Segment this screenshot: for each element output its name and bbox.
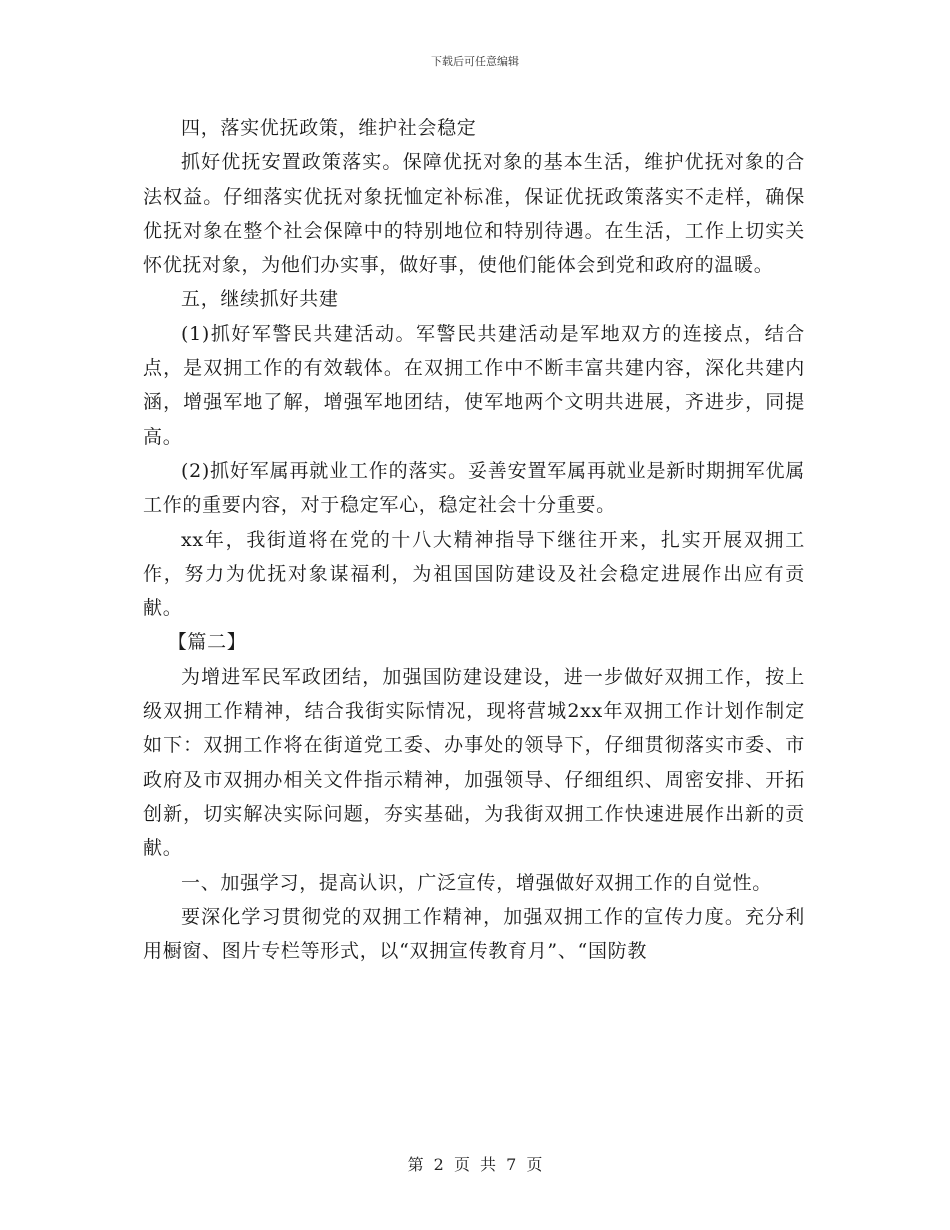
section-tag-part-two: 【篇二】: [167, 631, 247, 654]
paragraph-reemployment: (2)抓好军属再就业工作的落实。妥善安置军属再就业是新时期拥军优属工作的重要内容，对于稳定军心，稳定社会十分重要。: [143, 459, 805, 517]
page-header-note: 下载后可任意编辑: [431, 55, 519, 68]
paragraph-year-outlook: xx年，我街道将在党的十八大精神指导下继往开来，扎实开展双拥工作，努力为优抚对象谋福利，为祖国国防建设及社会稳定进展作出应有贡献。: [143, 528, 805, 620]
page-number: 第 2 页 共 7 页: [407, 1155, 543, 1174]
section-heading-5: 五，继续抓好共建: [181, 288, 339, 311]
document-body: [143, 111, 805, 968]
paragraph-preferential-policy: 抓好优抚安置政策落实。保障优抚对象的基本生活，维护优抚对象的合法权益。仔细落实优抚对象抚恤定补标准，保证优抚政策落实不走样，确保优抚对象在整个社会保障中的特别地位和特别待遇。在生活，工作上切实关怀优抚对象，为他们办实事，做好事，使他们能体会到党和政府的温暖。: [143, 151, 805, 277]
paragraph-plan-intro: 为增进军民军政团结，加强国防建设建设，进一步做好双拥工作，按上级双拥工作精神，结合我街实际情况，现将营城2xx年双拥工作计划作制定如下：双拥工作将在街道党工委、办事处的领导下，仔细贯彻落实市委、市政府及市双拥办相关文件指示精神，加强领导、仔细组织、周密安排、开拓创新，切实解决实际问题，夯实基础，为我街双拥工作快速进展作出新的贡献。: [143, 665, 805, 860]
section-heading-4: 四，落实优抚政策，维护社会稳定: [181, 117, 477, 139]
paragraph-publicity: 要深化学习贯彻党的双拥工作精神，加强双拥工作的宣传力度。充分利用橱窗、图片专栏等形式，以“双拥宣传教育月”、“国防教: [143, 905, 805, 963]
paragraph-joint-construction: (1)抓好军警民共建活动。军警民共建活动是军地双方的连接点，结合点，是双拥工作的有效载体。在双拥工作中不断丰富共建内容，深化共建内涵，增强军地了解，增强军地团结，使军地两个文明共进展，齐进步，同提高。: [143, 322, 805, 448]
section-heading-1: 一、加强学习，提高认识，广泛宣传，增强做好双拥工作的自觉性。: [181, 871, 773, 894]
